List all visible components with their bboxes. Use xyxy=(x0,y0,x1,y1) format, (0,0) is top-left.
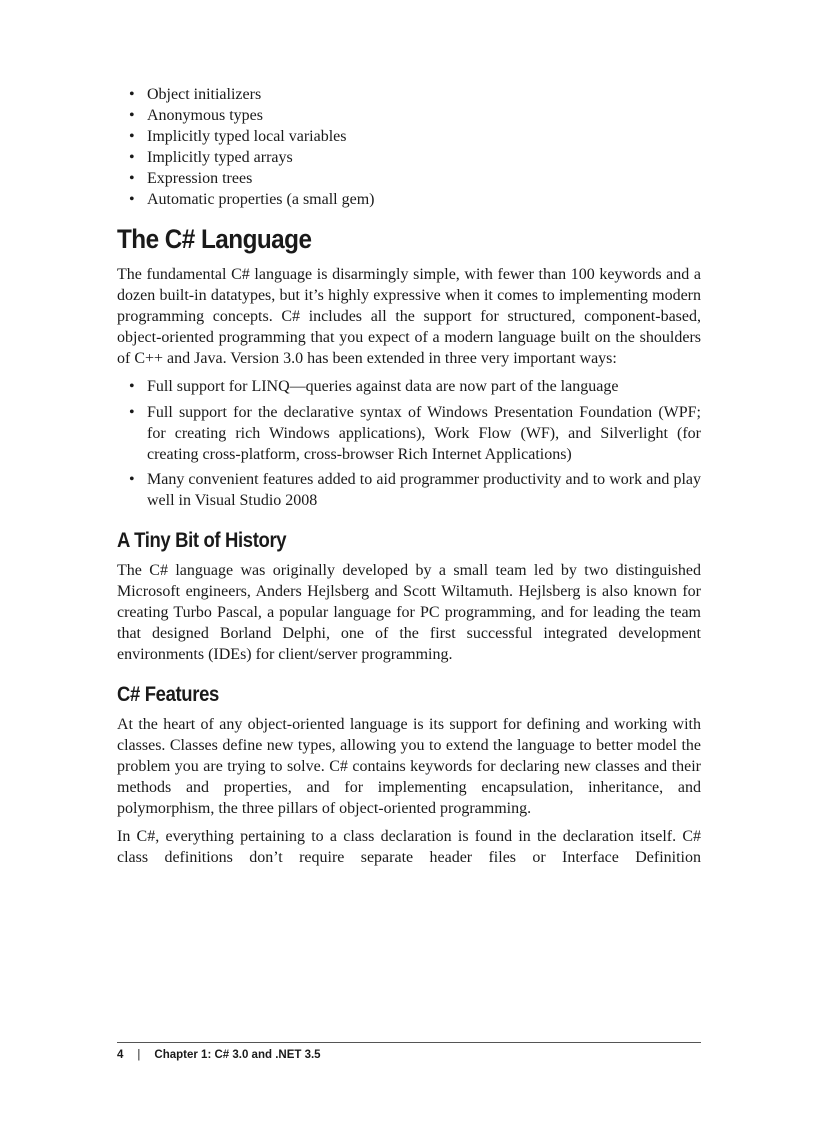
page-number: 4 xyxy=(117,1049,124,1061)
paragraph: In C#, everything pertaining to a class declaration is found in the declaration itself. C# class definitions don’t require separate header files or Interface Definition xyxy=(117,828,701,866)
list-item: • Full support for the declarative syntax of Windows Presentation Foundation (WPF; for creating rich Windows applications), Work Flow (WF), and Silverlight (for creating cross-platform, cross-browser Rich Internet Applications) xyxy=(117,402,701,465)
section-heading-history: A Tiny Bit of History xyxy=(117,529,287,552)
section-heading-csharp-language: The C# Language xyxy=(117,224,312,254)
paragraph: The C# language was originally developed by a small team led by two distinguished Microsoft engineers, Anders Hejlsberg and Scott Wiltamuth. Hejlsberg is also known for creating Turbo Pascal, a popular language for PC programming, and for leading the team that designed Borland Delphi, one of the first successful integrated development environments (IDEs) for client/server programming. xyxy=(117,562,701,663)
page-footer xyxy=(117,1049,321,1061)
page-content xyxy=(117,84,701,875)
paragraph: The fundamental C# language is disarmingly simple, with fewer than 100 keywords and a dozen built-in datatypes, but it’s highly expressive when it comes to implementing modern programming concepts. C# includes all the support for structured, component-based, object-oriented programming that you expect of a modern language built on the shoulders of C++ and Java. Version 3.0 has been extended in three very important ways: xyxy=(117,266,701,367)
list-item: • Automatic properties (a small gem) xyxy=(117,189,701,210)
chapter-title: Chapter 1: C# 3.0 and .NET 3.5 xyxy=(154,1049,321,1061)
list-item: • Full support for LINQ—queries against data are now part of the language xyxy=(117,376,701,397)
section-heading-features: C# Features xyxy=(117,683,219,706)
list-item: • Implicitly typed local variables xyxy=(117,126,701,147)
list-item: • Expression trees xyxy=(117,168,701,189)
list-item: • Anonymous types xyxy=(117,105,701,126)
list-item: • Implicitly typed arrays xyxy=(117,147,701,168)
paragraph: At the heart of any object-oriented language is its support for defining and working with classes. Classes define new types, allowing you to extend the language to better model the problem you are trying to solve. C# contains keywords for declaring new classes and their methods and properties, and for implementing encapsulation, inheritance, and polymorphism, the three pillars of object-oriented programming. xyxy=(117,716,701,817)
language-extensions-list xyxy=(117,376,701,511)
list-item: • Many convenient features added to aid programmer productivity and to work and play well in Visual Studio 2008 xyxy=(117,469,701,511)
footer-separator: | xyxy=(137,1049,141,1061)
footer-divider xyxy=(117,1042,701,1043)
intro-feature-list xyxy=(117,84,701,210)
list-item: • Object initializers xyxy=(117,84,701,105)
